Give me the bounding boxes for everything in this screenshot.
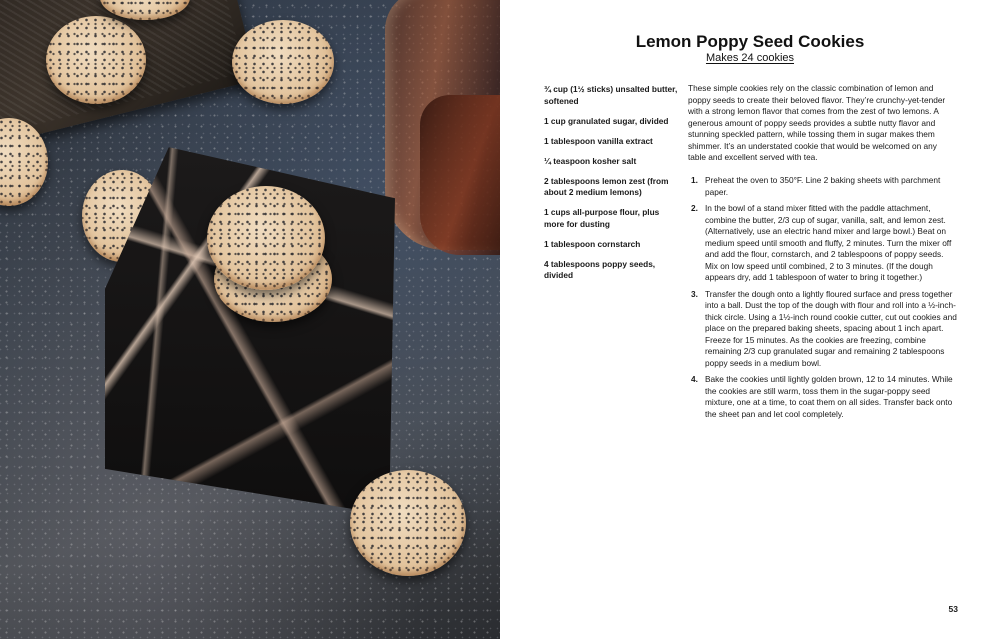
step-number: 2. <box>691 203 698 213</box>
ingredient-item: 1 tablespoon vanilla extract <box>544 135 653 146</box>
tea-glass-shadow <box>420 95 500 255</box>
method-step <box>691 374 958 420</box>
cookie <box>207 186 325 290</box>
method-step <box>691 175 958 198</box>
cookie <box>46 16 146 104</box>
recipe-page <box>500 0 1000 639</box>
step-text: Bake the cookies until lightly golden brown, 12 to 14 minutes. While the cookies are still warm, toss them in the sugar-poppy seed mixture, one at a time, to coat them on all sides. Transfer back onto the sheet pan and let cool completely. <box>705 374 953 419</box>
recipe-intro: These simple cookies rely on the classic combination of lemon and poppy seeds to create their beloved flavor. They’re crunchy-yet-tender with a strong lemon flavor that comes from the zest of two lemons. A generous amount of poppy seeds provides a subtle nutty flavor and stunning speckled pattern, while tossing them in sugar makes them shimmer. It’s an understated cookie that would be welcomed on any table and excellent served with tea. <box>688 83 946 162</box>
step-number: 3. <box>691 288 698 299</box>
step-text: Preheat the oven to 350°F. Line 2 baking sheets with parchment paper. <box>705 175 941 197</box>
ingredient-item: 1 tablespoon cornstarch <box>544 238 641 249</box>
ingredient-item: ¾ cup (1½ sticks) unsalted butter, softened <box>544 84 678 106</box>
ingredient-item: 4 tablespoons poppy seeds, divided <box>544 258 656 280</box>
method-step <box>691 289 958 370</box>
ingredient-item: 1 cups all-purpose flour, plus more for dusting <box>544 207 660 229</box>
step-text: Transfer the dough onto a lightly floured surface and press together into a ball. Dust the top of the dough with flour and roll into a ½-inch-thick circle. Using a 1½-inch round cookie cutter, cut out cookies and place on the prepared baking sheets, spacing about 1 inch apart. Freeze for 15 minutes. As the cookies are freezing, combine remaining 2/3 cup granulated sugar and remaining 2 tablespoons poppy seeds in a medium bowl. <box>705 288 957 368</box>
page-number: 53 <box>948 604 958 614</box>
ingredient-item: ¼ teaspoon kosher salt <box>544 155 637 166</box>
step-text: In the bowl of a stand mixer fitted with the paddle attachment, combine the butter, 2/3 cup of sugar, vanilla, salt, and lemon zest. (Alternatively, use an electric hand mixer and large bowl.) Beat on medium speed until smooth and fluffy, 2 minutes. Turn the mixer off and add the flour, cornstarch, and 2 tablespoons of poppy seeds. Mix on low speed until combined, 2 to 3 minutes. (If the dough appears dry, add 1 tablespoon of water to bring it together.) <box>705 203 952 282</box>
method-step <box>691 203 958 284</box>
cookie <box>232 20 334 104</box>
method-steps <box>691 175 958 425</box>
ingredient-item: 1 cup granulated sugar, divided <box>544 115 669 126</box>
step-number: 4. <box>691 374 698 384</box>
recipe-yield: Makes 24 cookies <box>705 52 795 64</box>
step-number: 1. <box>691 175 698 185</box>
ingredient-item: 2 tablespoons lemon zest (from about 2 medium lemons) <box>544 175 669 197</box>
ingredient-list <box>544 84 680 290</box>
recipe-title: Lemon Poppy Seed Cookies <box>635 32 865 51</box>
bitten-cookie <box>350 470 466 576</box>
